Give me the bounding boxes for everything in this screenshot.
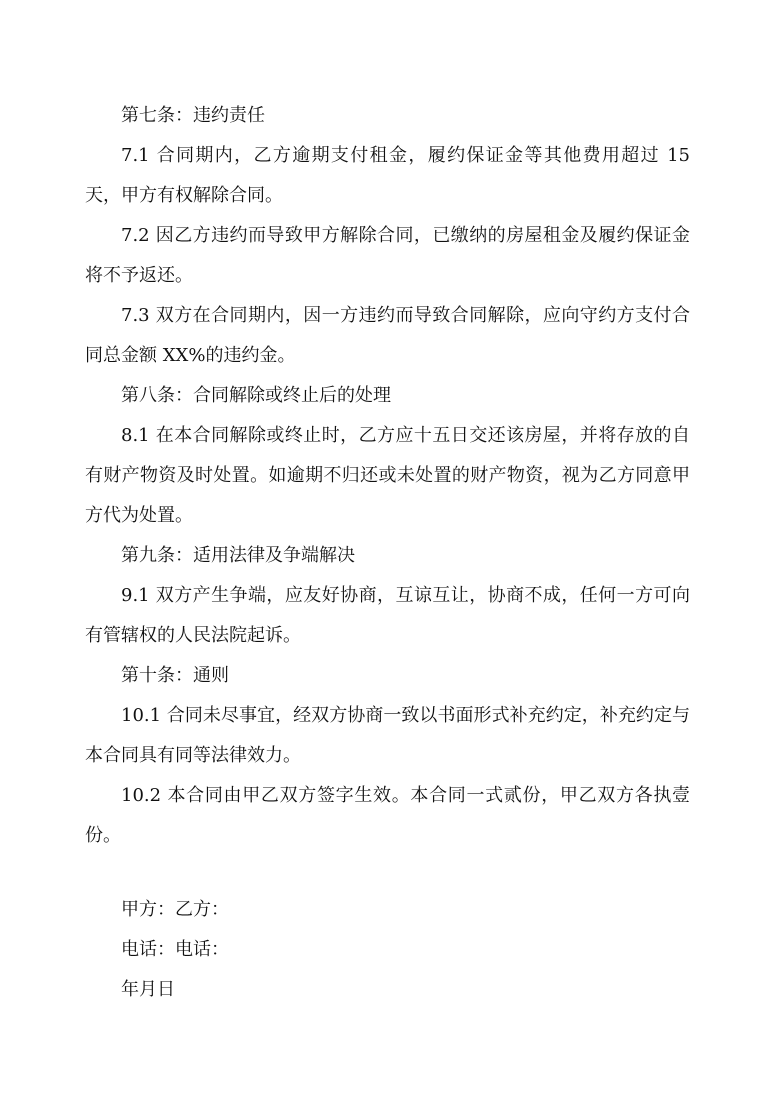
clause-paragraph: 7.1 合同期内，乙方逾期支付租金，履约保证金等其他费用超过 15 天，甲方有权解除合同。 [85, 145, 690, 206]
signature-phones: 电话：电话： [121, 939, 229, 960]
section-heading: 第七条：违约责任 [121, 105, 265, 126]
spacer [85, 856, 690, 890]
signature-date: 年月日 [121, 979, 175, 1000]
clause-paragraph: 8.1 在本合同解除或终止时，乙方应十五日交还该房屋，并将存放的自有财产物资及时处置。如逾期不归还或未处置的财产物资，视为乙方同意甲方代为处置。 [85, 425, 690, 526]
clause-paragraph: 7.3 双方在合同期内，因一方违约而导致合同解除，应向守约方支付合同总金额 XX%的违约金。 [85, 305, 690, 366]
clause-paragraph: 7.2 因乙方违约而导致甲方解除合同，已缴纳的房屋租金及履约保证金将不予返还。 [85, 225, 690, 286]
section-heading: 第九条：适用法律及争端解决 [121, 545, 355, 566]
clause-paragraph: 9.1 双方产生争端，应友好协商，互谅互让，协商不成，任何一方可向有管辖权的人民法院起诉。 [85, 585, 690, 646]
clause-paragraph: 10.1 合同未尽事宜，经双方协商一致以书面形式补充约定，补充约定与本合同具有同等法律效力。 [85, 705, 690, 766]
clause-paragraph: 10.2 本合同由甲乙双方签字生效。本合同一式贰份，甲乙双方各执壹份。 [85, 785, 690, 846]
signature-parties: 甲方：乙方： [121, 899, 229, 920]
section-heading: 第十条：通则 [121, 665, 229, 686]
contract-body [85, 96, 690, 1010]
section-heading: 第八条：合同解除或终止后的处理 [121, 385, 391, 406]
